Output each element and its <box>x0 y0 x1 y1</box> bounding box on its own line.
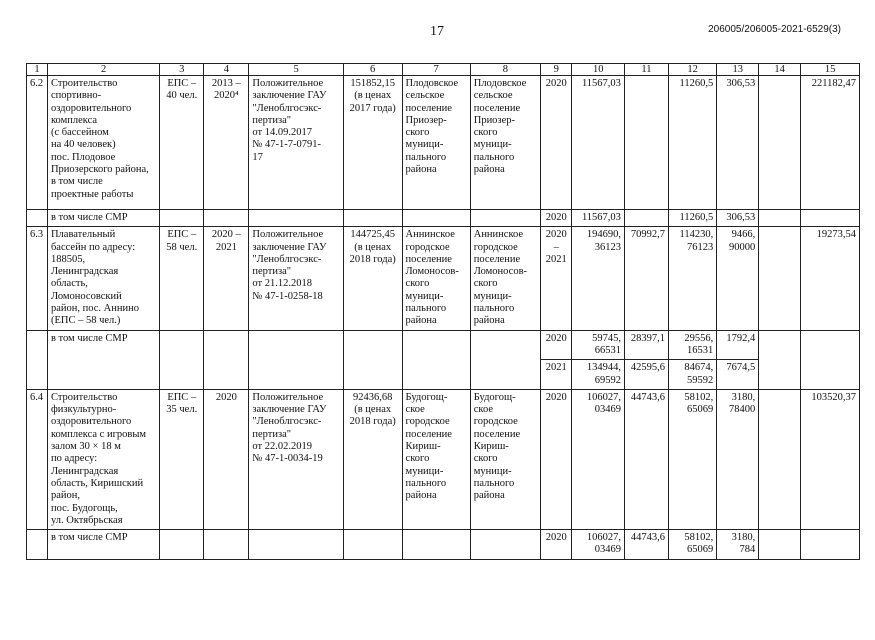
object-table <box>26 63 860 560</box>
local-amount: 1792,4 <box>717 330 759 360</box>
smr-label: в том числе СМР <box>47 530 159 560</box>
other-amount <box>759 389 801 529</box>
financing-year: 2020 <box>541 330 572 360</box>
local-amount: 9466, 90000 <box>717 227 759 330</box>
federal-amount: 70992,7 <box>624 227 668 330</box>
remaining-cost: 19273,54 <box>801 227 860 330</box>
remaining-cost: 103520,37 <box>801 389 860 529</box>
capacity: ЕПС – 58 чел. <box>160 227 204 330</box>
other-amount <box>759 76 801 210</box>
local-amount: 3180, 784 <box>717 530 759 560</box>
remaining-cost: 221182,47 <box>801 76 860 210</box>
other-amount <box>759 227 801 330</box>
total-amount: 106027, 03469 <box>572 530 624 560</box>
federal-amount <box>624 210 668 227</box>
financing-year: 2020 <box>541 530 572 560</box>
column-number: 11 <box>624 64 668 76</box>
regional-amount: 58102, 65069 <box>669 530 717 560</box>
document-id: 206005/206005-2021-6529(3) <box>708 24 841 35</box>
financing-year: 2021 <box>541 360 572 390</box>
column-number: 7 <box>402 64 470 76</box>
construction-years: 2020 <box>204 389 249 529</box>
local-amount: 7674,5 <box>717 360 759 390</box>
column-number: 4 <box>204 64 249 76</box>
developer: Плодовское сельское поселение Приозер- ского муници- пального района <box>470 76 540 210</box>
column-number: 6 <box>343 64 402 76</box>
regional-amount: 58102, 65069 <box>669 389 717 529</box>
column-number: 15 <box>801 64 860 76</box>
local-amount: 3180, 78400 <box>717 389 759 529</box>
object-name: Плавательный бассейн по адресу: 188505, Ленинградская область, Ломоносовский район, пос. Аннино (ЕПС – 58 чел.) <box>47 227 159 330</box>
regional-amount: 11260,5 <box>669 76 717 210</box>
regional-amount: 84674, 59592 <box>669 360 717 390</box>
table-row <box>27 227 860 330</box>
table-row <box>27 330 860 360</box>
regional-amount: 29556, 16531 <box>669 330 717 360</box>
column-number: 8 <box>470 64 540 76</box>
local-amount: 306,53 <box>717 210 759 227</box>
financing-year: 2020 – 2021 <box>541 227 572 330</box>
smr-label: в том числе СМР <box>47 330 159 389</box>
column-number: 14 <box>759 64 801 76</box>
regional-amount: 11260,5 <box>669 210 717 227</box>
column-number-row <box>27 64 860 76</box>
page-number: 17 <box>430 24 444 39</box>
table-row <box>27 389 860 529</box>
total-amount: 106027, 03469 <box>572 389 624 529</box>
total-amount: 194690, 36123 <box>572 227 624 330</box>
column-number: 13 <box>717 64 759 76</box>
table-row <box>27 530 860 560</box>
expertise: Положительное заключение ГАУ "Леноблгосэкс- пертиза" от 21.12.2018 № 47-1-0258-18 <box>249 227 343 330</box>
column-number: 3 <box>160 64 204 76</box>
customer: Будогощ- ское городское поселение Кириш- ского муници- пального района <box>402 389 470 529</box>
total-amount: 11567,03 <box>572 210 624 227</box>
row-number: 6.2 <box>27 76 48 210</box>
column-number: 2 <box>47 64 159 76</box>
column-number: 12 <box>669 64 717 76</box>
total-amount: 11567,03 <box>572 76 624 210</box>
total-amount: 134944, 69592 <box>572 360 624 390</box>
financing-year: 2020 <box>541 389 572 529</box>
customer: Аннинское городское поселение Ломоносов- ского муници- пального района <box>402 227 470 330</box>
financing-year: 2020 <box>541 210 572 227</box>
expertise: Положительное заключение ГАУ "Леноблгосэкс- пертиза" от 14.09.2017 № 47-1-7-0791- 17 <box>249 76 343 210</box>
local-amount: 306,53 <box>717 76 759 210</box>
customer: Плодовское сельское поселение Приозер- ского муници- пального района <box>402 76 470 210</box>
column-number: 1 <box>27 64 48 76</box>
column-number: 9 <box>541 64 572 76</box>
federal-amount: 28397,1 <box>624 330 668 360</box>
smr-label: в том числе СМР <box>47 210 159 227</box>
row-number: 6.3 <box>27 227 48 330</box>
developer: Аннинское городское поселение Ломоносов- ского муници- пального района <box>470 227 540 330</box>
capacity: ЕПС – 35 чел. <box>160 389 204 529</box>
object-name: Строительство физкультурно- оздоровительного комплекса с игровым залом 30 × 18 м по адресу: Ленинградская область, Киришский район, пос. Будогощь, ул. Октябрьская <box>47 389 159 529</box>
total-amount: 59745, 66531 <box>572 330 624 360</box>
construction-years: 2020 – 2021 <box>204 227 249 330</box>
estimated-cost: 144725,45 (в ценах 2018 года) <box>343 227 402 330</box>
construction-years: 2013 – 2020⁴ <box>204 76 249 210</box>
capacity: ЕПС – 40 чел. <box>160 76 204 210</box>
federal-amount <box>624 76 668 210</box>
column-number: 10 <box>572 64 624 76</box>
regional-amount: 114230, 76123 <box>669 227 717 330</box>
expertise: Положительное заключение ГАУ "Леноблгосэкс- пертиза" от 22.02.2019 № 47-1-0034-19 <box>249 389 343 529</box>
financing-year: 2020 <box>541 76 572 210</box>
federal-amount: 44743,6 <box>624 530 668 560</box>
column-number: 5 <box>249 64 343 76</box>
table-row <box>27 210 860 227</box>
federal-amount: 44743,6 <box>624 389 668 529</box>
estimated-cost: 151852,15 (в ценах 2017 года) <box>343 76 402 210</box>
object-name: Строительство спортивно- оздоровительного комплекса (с бассейном на 40 человек) пос. Плодовое Приозерского района, в том числе проектные работы <box>47 76 159 210</box>
estimated-cost: 92436,68 (в ценах 2018 года) <box>343 389 402 529</box>
row-number: 6.4 <box>27 389 48 529</box>
federal-amount: 42595,6 <box>624 360 668 390</box>
table-row <box>27 76 860 210</box>
developer: Будогощ- ское городское поселение Кириш- ского муници- пального района <box>470 389 540 529</box>
